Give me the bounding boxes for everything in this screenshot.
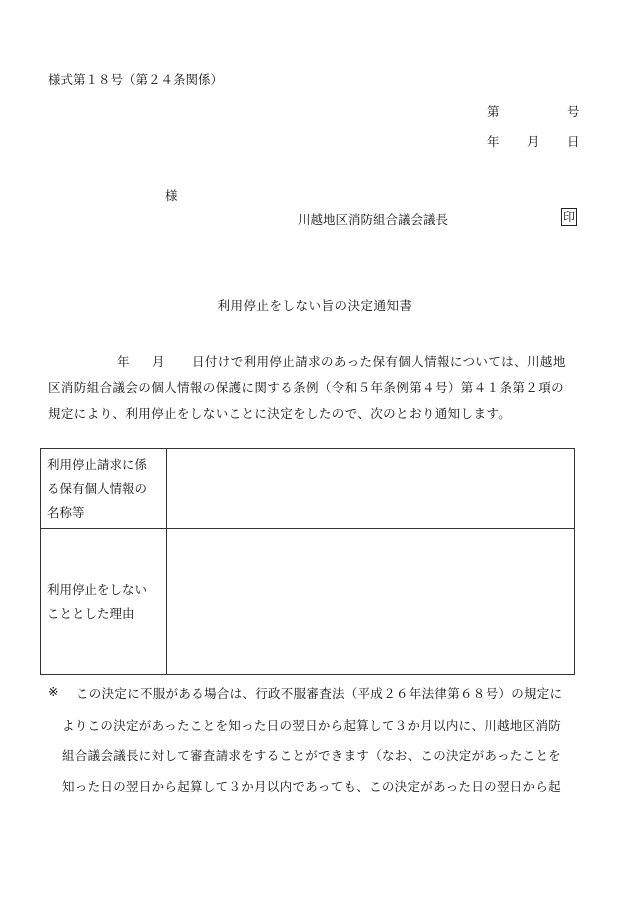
intro-line2: 区消防組合議会の個人情報の保護に関する条例（令和５年条例第４号）第４１条第２項の: [48, 380, 565, 395]
document-title: 利用停止をしない旨の決定通知書: [217, 298, 413, 313]
row1-label-line: 名称等: [47, 504, 85, 520]
row1-value[interactable]: [167, 449, 575, 529]
table-row: [41, 449, 575, 529]
row2-label: [41, 529, 167, 675]
row1-label-line: る保有個人情報の: [47, 480, 148, 496]
recipient-honorific: 様: [165, 188, 178, 203]
intro-year: 年: [117, 354, 130, 369]
date-month: 月: [527, 134, 540, 149]
notice-table: [40, 448, 575, 675]
note-mark: ※: [48, 684, 59, 699]
date-year: 年: [487, 134, 500, 149]
row2-label-line: 利用停止をしない: [47, 581, 148, 597]
note-line2: よりこの決定があったことを知った日の翌日から起算して３か月以内に、川越地区消防: [62, 718, 562, 733]
intro-line1: 日付けで利用停止請求のあった保有個人情報については、川越地: [192, 354, 566, 369]
note-line1: この決定に不服がある場合は、行政不服審査法（平成２６年法律第６８号）の規定に: [76, 686, 563, 701]
date-day: 日: [567, 134, 580, 149]
sender-title: 川越地区消防組合議会議長: [298, 212, 449, 227]
intro-line3: 規定により、利用停止をしないことに決定をしたので、次のとおり通知します。: [48, 406, 512, 421]
row1-label-line: 利用停止請求に係: [47, 456, 148, 472]
note-line4: 知った日の翌日から起算して３か月以内であっても、この決定があった日の翌日から起: [62, 779, 561, 794]
row2-label-line: こととした理由: [47, 605, 135, 621]
form-number-label: 様式第１８号（第２４条関係）: [48, 72, 224, 87]
seal-box: 印: [562, 210, 575, 224]
row1-label: [41, 449, 167, 529]
note-line3: 組合議会議長に対して審査請求をすることができます（なお、この決定があったことを: [62, 748, 562, 763]
number-suffix: 号: [567, 104, 580, 119]
intro-month: 月: [152, 354, 165, 369]
table-row: [41, 529, 575, 675]
row2-value[interactable]: [167, 529, 575, 675]
number-prefix: 第: [487, 104, 500, 119]
